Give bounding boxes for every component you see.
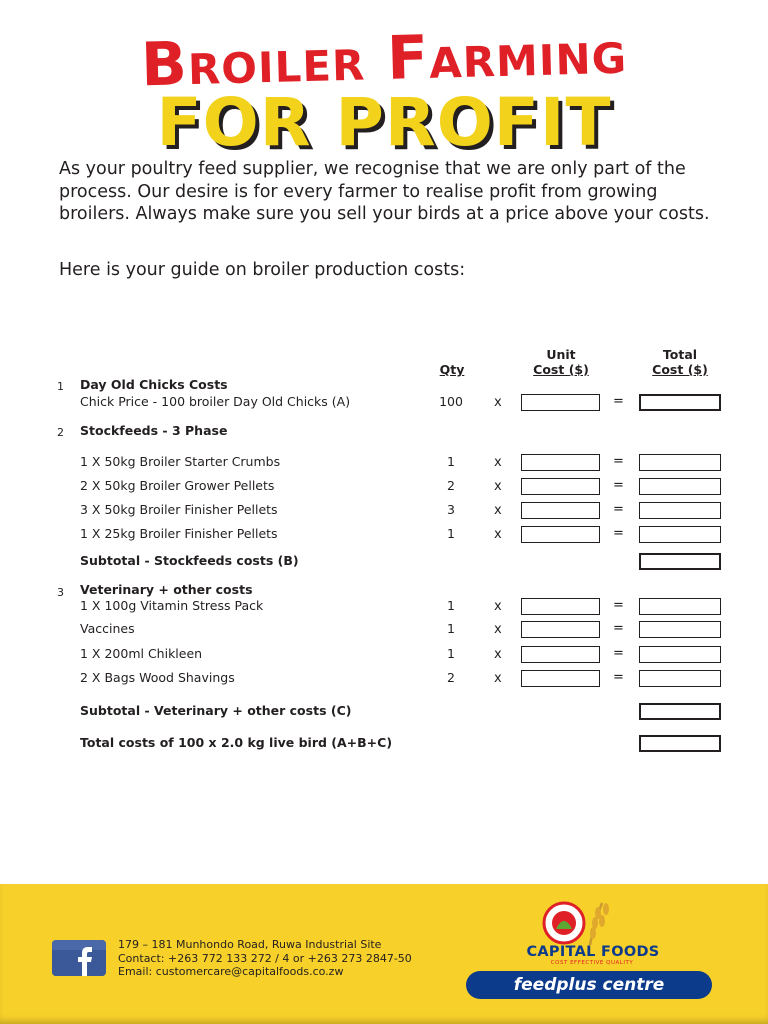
equals-sign: = xyxy=(613,478,624,493)
subtotal-field-c[interactable] xyxy=(639,703,721,720)
line-item-qty: 2 xyxy=(447,478,455,493)
line-item-label: 1 X 200ml Chikleen xyxy=(80,646,203,661)
section-number: 2 xyxy=(57,426,64,439)
total-cost-field[interactable] xyxy=(639,502,721,519)
line-item-label: Vaccines xyxy=(80,621,135,636)
footer-address: 179 – 181 Munhondo Road, Ruwa Industrial Site xyxy=(118,938,382,951)
equals-sign: = xyxy=(613,454,624,469)
unit-cost-field[interactable] xyxy=(521,621,600,638)
unit-cost-field[interactable] xyxy=(521,670,600,687)
unit-cost-field[interactable] xyxy=(521,502,600,519)
unit-cost-field[interactable] xyxy=(521,394,600,411)
title-broiler-farming: Broiler Farming xyxy=(140,17,628,101)
line-item-qty: 1 xyxy=(447,621,455,636)
section-number: 3 xyxy=(57,586,64,599)
line-item-label: 2 X 50kg Broiler Grower Pellets xyxy=(80,478,275,493)
guide-line: Here is your guide on broiler production costs: xyxy=(59,260,466,280)
total-cost-field[interactable] xyxy=(639,454,721,471)
equals-sign: = xyxy=(613,621,624,636)
brand-name: CAPITAL FOODS xyxy=(526,944,660,960)
total-cost-field[interactable] xyxy=(639,621,721,638)
capital-foods-emblem-icon xyxy=(540,899,624,947)
line-item-qty: 3 xyxy=(447,502,455,517)
section-title: Stockfeeds - 3 Phase xyxy=(80,423,228,438)
line-item-label: 2 X Bags Wood Shavings xyxy=(80,670,235,685)
facebook-icon-glyph xyxy=(52,940,106,976)
equals-sign: = xyxy=(613,670,624,685)
unit-cost-header: Unit Cost ($) xyxy=(533,347,589,377)
total-cost-field[interactable] xyxy=(639,646,721,663)
contact-block xyxy=(118,938,412,979)
line-item-qty: 100 xyxy=(439,394,463,409)
unit-cost-field[interactable] xyxy=(521,478,600,495)
section-title: Day Old Chicks Costs xyxy=(80,377,228,392)
line-item-qty: 1 xyxy=(447,598,455,613)
equals-sign: = xyxy=(613,526,624,541)
equals-sign: = xyxy=(613,502,624,517)
times-sign: x xyxy=(494,503,502,518)
grand-total-label: Total costs of 100 x 2.0 kg live bird (A+B+C) xyxy=(80,735,393,750)
times-sign: x xyxy=(494,527,502,542)
qty-header: Qty xyxy=(439,362,465,377)
line-item-qty: 1 xyxy=(447,526,455,541)
times-sign: x xyxy=(494,599,502,614)
subtotal-field-b[interactable] xyxy=(639,553,721,570)
equals-sign: = xyxy=(613,394,624,409)
line-item-qty: 1 xyxy=(447,646,455,661)
grand-total-field[interactable] xyxy=(639,735,721,752)
subtotal-label-c: Subtotal - Veterinary + other costs (C) xyxy=(80,703,352,718)
line-item-label: 1 X 25kg Broiler Finisher Pellets xyxy=(80,526,278,541)
times-sign: x xyxy=(494,671,502,686)
footer-phone: Contact: +263 772 133 272 / 4 or +263 273 2847-50 xyxy=(118,951,412,965)
line-item-label: 1 X 100g Vitamin Stress Pack xyxy=(80,598,264,613)
unit-cost-field[interactable] xyxy=(521,646,600,663)
footer-email[interactable]: Email: customercare@capitalfoods.co.zw xyxy=(118,965,344,978)
total-cost-field[interactable] xyxy=(639,670,721,687)
unit-cost-field[interactable] xyxy=(521,526,600,543)
subtotal-label-b: Subtotal - Stockfeeds costs (B) xyxy=(80,553,299,568)
times-sign: x xyxy=(494,455,502,470)
total-cost-field[interactable] xyxy=(639,526,721,543)
equals-sign: = xyxy=(613,598,624,613)
total-cost-header: Total Cost ($) xyxy=(652,347,708,377)
unit-cost-field[interactable] xyxy=(521,598,600,615)
brand-tagline: COST EFFECTIVE QUALITY xyxy=(550,960,634,966)
section-number: 1 xyxy=(57,380,64,393)
total-cost-field[interactable] xyxy=(639,478,721,495)
line-item-label: 1 X 50kg Broiler Starter Crumbs xyxy=(80,454,281,469)
section-title: Veterinary + other costs xyxy=(80,582,253,597)
line-item-label: Chick Price - 100 broiler Day Old Chicks (A) xyxy=(80,394,351,409)
facebook-icon[interactable] xyxy=(52,940,106,976)
intro-paragraph: As your poultry feed supplier, we recognise that we are only part of the process. Our desire is for every farmer to realise profit from growing broilers. Always make sure you sell your birds at a price above your costs. xyxy=(59,159,710,224)
times-sign: x xyxy=(494,647,502,662)
title-for-profit: FOR PROFIT xyxy=(156,84,612,161)
equals-sign: = xyxy=(613,646,624,661)
times-sign: x xyxy=(494,479,502,494)
line-item-qty: 2 xyxy=(447,670,455,685)
line-item-qty: 1 xyxy=(447,454,455,469)
line-item-label: 3 X 50kg Broiler Finisher Pellets xyxy=(80,502,278,517)
times-sign: x xyxy=(494,622,502,637)
unit-cost-field[interactable] xyxy=(521,454,600,471)
total-cost-field-a[interactable] xyxy=(639,394,721,411)
feedplus-centre-logo: feedplus centre xyxy=(466,971,712,999)
total-cost-field[interactable] xyxy=(639,598,721,615)
times-sign: x xyxy=(494,395,502,410)
